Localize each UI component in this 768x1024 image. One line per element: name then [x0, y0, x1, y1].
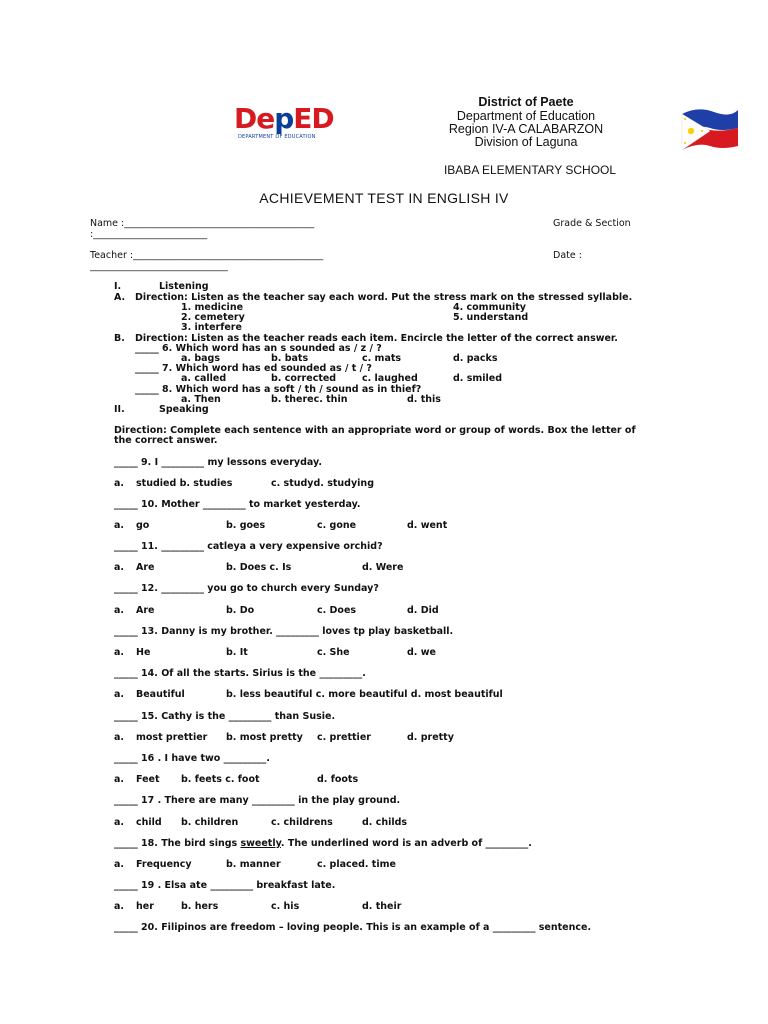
teacher-field: Teacher :________________________________________ [90, 250, 324, 261]
option: Are [136, 562, 155, 573]
option: a. [114, 901, 125, 912]
option: Feet [136, 774, 160, 785]
option: He [136, 647, 151, 658]
option: c. gone [317, 520, 357, 531]
question-18-end: . The underlined word is an adverb of _________. [280, 838, 532, 849]
part-a-direction: Direction: Listen as the teacher say each word. Put the stress mark on the stressed syllable. [135, 292, 633, 303]
option: a. [114, 774, 125, 785]
section-ii-label: Speaking [159, 404, 209, 415]
option: d. we [407, 647, 436, 658]
logo-subtext: DEPARTMENT OF EDUCATION [238, 134, 316, 140]
question-16: _____ 16 . I have two _________. [114, 753, 270, 764]
part-b-letter: B. [114, 333, 125, 344]
option: c. She [317, 647, 350, 658]
option: a. Then [181, 394, 221, 405]
part-a-letter: A. [114, 292, 126, 303]
option: child [136, 817, 162, 828]
option: a. [114, 562, 125, 573]
question-18 [114, 838, 532, 849]
option: b. therec. thin [271, 394, 348, 405]
option: Beautiful [136, 689, 185, 700]
option: c. Does [317, 605, 357, 616]
option: studied b. studies [136, 478, 233, 489]
option: b. most pretty [226, 732, 303, 743]
option: a. bags [181, 353, 220, 364]
option: Are [136, 605, 155, 616]
option: b. bats [271, 353, 309, 364]
question-13: _____ 13. Danny is my brother. _________ loves tp play basketball. [114, 626, 454, 637]
option: b. hers [181, 901, 219, 912]
option: a. [114, 732, 125, 743]
grade-section-label: Grade & Section [553, 218, 631, 229]
school-name: IBABA ELEMENTARY SCHOOL [443, 163, 617, 177]
question-6: _____ 6. Which word has an s sounded as / z / ? [135, 343, 382, 354]
option: a. [114, 605, 125, 616]
option: c. his [271, 901, 300, 912]
option: d. went [407, 520, 448, 531]
word-item: 2. cemetery [181, 312, 245, 323]
option: d. their [362, 901, 402, 912]
underlined-word: sweetly [240, 838, 281, 849]
option: d. childs [362, 817, 408, 828]
word-item: 4. community [453, 302, 526, 313]
question-11: _____ 11. _________ catleya a very expensive orchid? [114, 541, 383, 552]
word-item: 3. interfere [181, 322, 242, 333]
option: b. corrected [271, 373, 337, 384]
option: c. laughed [362, 373, 418, 384]
option: d. packs [453, 353, 498, 364]
option: c. placed. time [317, 859, 396, 870]
question-20: _____ 20. Filipinos are freedom – loving people. This is an example of a _________ sentence. [114, 922, 592, 933]
grade-section-line: :________________________ [90, 229, 208, 240]
section-ii-number: II. [114, 404, 125, 415]
option: d. Were [362, 562, 404, 573]
question-10: _____ 10. Mother _________ to market yesterday. [114, 499, 361, 510]
option: b. goes [226, 520, 266, 531]
option: b. Does c. Is [226, 562, 292, 573]
option: b. feets c. foot [181, 774, 260, 785]
philippine-flag-icon [680, 104, 740, 152]
speaking-direction-cont: the correct answer. [114, 435, 218, 446]
word-item: 5. understand [453, 312, 529, 323]
logo-p: p [274, 102, 294, 135]
question-9: _____ 9. I _________ my lessons everyday. [114, 457, 322, 468]
option: b. It [226, 647, 248, 658]
question-7: _____ 7. Which word has ed sounded as / t / ? [135, 363, 372, 374]
question-14: _____ 14. Of all the starts. Sirius is the _________. [114, 668, 366, 679]
option: d. Did [407, 605, 439, 616]
option: d. smiled [453, 373, 503, 384]
region-name: Region IV-A CALABARZON [448, 122, 604, 136]
question-15: _____ 15. Cathy is the _________ than Susie. [114, 711, 336, 722]
option: her [136, 901, 154, 912]
section-i-label: Listening [159, 281, 209, 292]
option: c. childrens [271, 817, 333, 828]
option: d. foots [317, 774, 359, 785]
date-label: Date : [553, 250, 582, 261]
speaking-direction: Direction: Complete each sentence with an appropriate word or group of words. Box the letter of [114, 425, 636, 436]
question-8: _____ 8. Which word has a soft / th / sound as in thief? [135, 384, 422, 395]
test-title: ACHIEVEMENT TEST IN ENGLISH IV [259, 190, 509, 206]
part-b-direction: Direction: Listen as the teacher reads each item. Encircle the letter of the correct answer. [135, 333, 618, 344]
division-name: Division of Laguna [474, 135, 578, 149]
option: a. [114, 689, 125, 700]
question-12: _____ 12. _________ you go to church every Sunday? [114, 583, 379, 594]
option: d. pretty [407, 732, 454, 743]
option: b. less beautiful c. more beautiful d. most beautiful [226, 689, 503, 700]
option: a. [114, 647, 125, 658]
name-field: Name :________________________________________ [90, 218, 315, 229]
question-19: _____ 19 . Elsa ate _________ breakfast late. [114, 880, 336, 891]
deped-logo [234, 102, 334, 144]
option: a. [114, 817, 125, 828]
option: most prettier [136, 732, 208, 743]
district-name: District of Paete [478, 95, 574, 109]
option: a. [114, 478, 125, 489]
date-line: _____________________________ [90, 261, 228, 272]
option: Frequency [136, 859, 192, 870]
question-17: _____ 17 . There are many _________ in the play ground. [114, 795, 401, 806]
logo-ed: ED [293, 102, 334, 135]
section-i-number: I. [114, 281, 122, 292]
option: a. [114, 520, 125, 531]
option: b. manner [226, 859, 281, 870]
option: c. prettier [317, 732, 371, 743]
option: go [136, 520, 150, 531]
word-item: 1. medicine [181, 302, 244, 313]
question-18-start: _____ 18. The bird sings [114, 838, 241, 849]
option: a. called [181, 373, 227, 384]
option: b. children [181, 817, 239, 828]
option: b. Do [226, 605, 255, 616]
logo-de: De [234, 102, 275, 135]
logo-wordmark [234, 104, 334, 134]
option: c. studyd. studying [271, 478, 374, 489]
option: d. this [407, 394, 441, 405]
option: c. mats [362, 353, 402, 364]
option: a. [114, 859, 125, 870]
department-name: Department of Education [456, 109, 596, 123]
